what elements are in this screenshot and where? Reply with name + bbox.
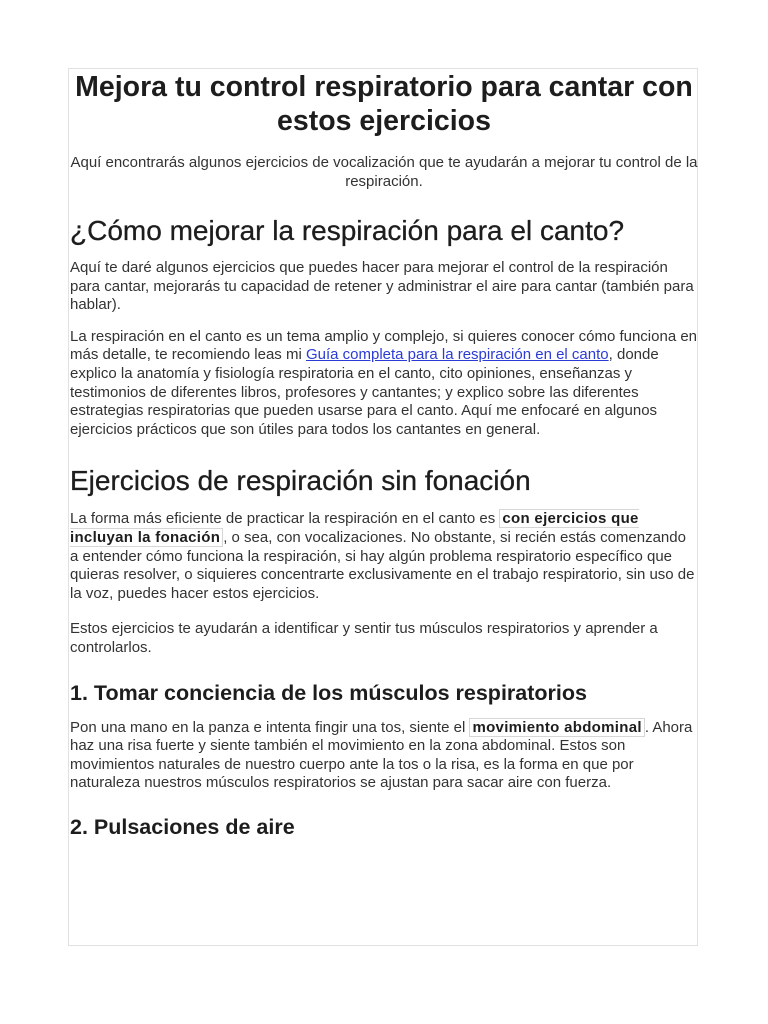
exercise1-text-after: . Ahora haz una risa fuerte y siente también el movimiento en la zona abdominal. Estos son movimientos naturales de nuestro cuerpo ante la tos o la risa, es la forma en que por naturaleza nuestros músculos respiratorios se ajustan para sacar aire con fuerza.	[70, 718, 693, 792]
section-heading-sin-fonacion: Ejercicios de respiración sin fonación	[70, 465, 531, 497]
guia-respiracion-link[interactable]: Guía completa para la respiración en el canto	[305, 346, 609, 364]
exercise-1-heading: 1. Tomar conciencia de los músculos respiratorios	[70, 680, 587, 705]
section1-p2-text-before: La respiración en el canto es un tema amplio y complejo, si quieres conocer cómo funciona en más detalle, te recomiendo leas mi	[70, 327, 698, 364]
section2-paragraph-1	[70, 510, 698, 603]
section2-p1-text-before: La forma más eficiente de practicar la respiración en el canto es	[70, 510, 500, 528]
section1-p2-text-after: , donde explico la anatomía y fisiología respiratoria en el canto, cito opiniones, enseñanzas y testimonios de diferentes libros, profesores y cantantes; y explico sobre las diferentes estrategias respiratorias que pueden usarse para el canto. Aquí me enfocaré en algunos ejercicios prácticos que son útiles para todos los cantantes en general.	[70, 346, 659, 438]
article-title: Mejora tu control respiratorio para cantar con estos ejercicios	[75, 71, 693, 137]
exercise1-text-before: Pon una mano en la panza e intenta fingir una tos, siente el	[70, 718, 470, 736]
section1-paragraph-1: Aquí te daré algunos ejercicios que puedes hacer para mejorar el control de la respiración para cantar, mejorarás tu capacidad de retener y administrar el aire para cantar (también para hablar).	[70, 259, 694, 314]
section1-paragraph-2	[70, 328, 698, 440]
section2-p1-text-after: , o sea, con vocalizaciones. No obstante, si recién estás comenzando a entender cómo funciona la respiración, si hay algún problema respiratorio específico que quieras resolver, o siquieres concentrarte exclusivamente en el trabajo respiratorio, sin uso de la voz, puedes hacer estos ejercicios.	[70, 528, 695, 602]
section2-paragraph-2: Estos ejercicios te ayudarán a identificar y sentir tus músculos respiratorios y aprender a controlarlos.	[70, 620, 658, 656]
article-intro: Aquí encontrarás algunos ejercicios de vocalización que te ayudarán a mejorar tu control de la respiración.	[70, 154, 698, 190]
exercise-2-heading: 2. Pulsaciones de aire	[70, 814, 295, 839]
highlight-movimiento-abdominal: movimiento abdominal	[469, 718, 644, 737]
highlight-con-ejercicios-fonacion: con ejercicios que incluyan la fonación	[70, 510, 639, 546]
section-heading-mejorar-respiracion: ¿Cómo mejorar la respiración para el canto?	[70, 215, 625, 246]
exercise-1-paragraph	[70, 719, 698, 793]
article-content	[70, 68, 698, 840]
